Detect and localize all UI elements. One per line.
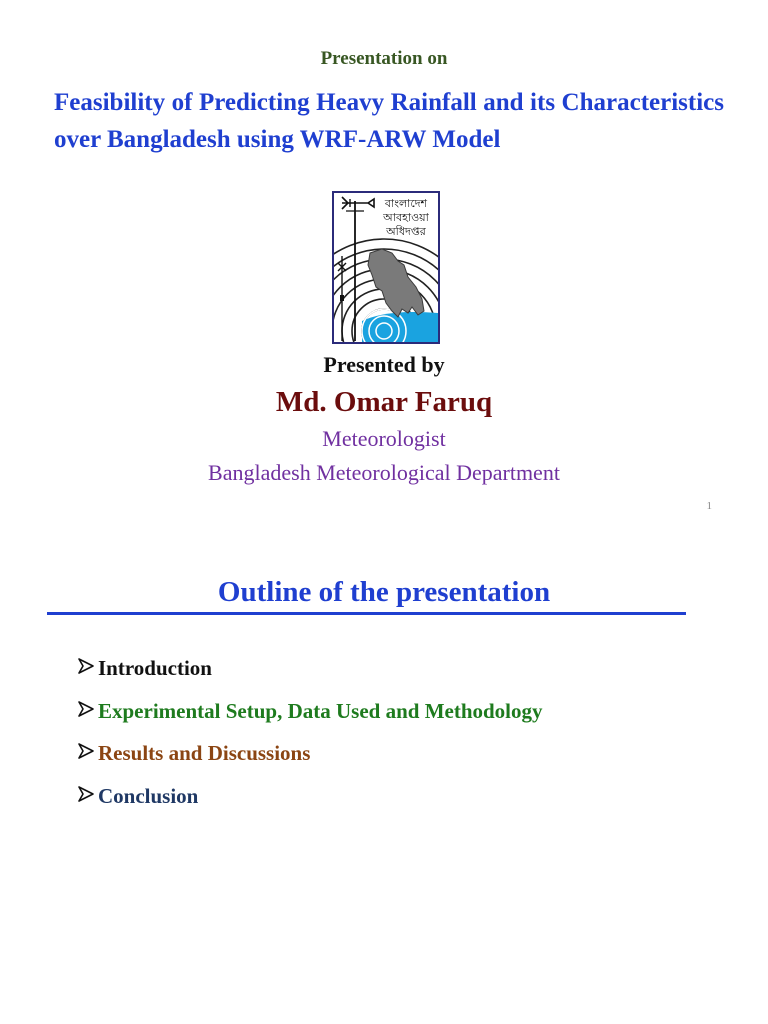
presentation-title: Feasibility of Predicting Heavy Rainfall and its Characteristics over Bangladesh using WRF-ARW Model [54,89,724,153]
slide-page-number: 1 [706,500,712,512]
bmd-logo [332,191,440,344]
logo-text-line-3: অধিদপ্তর [386,225,426,238]
presentation-on-label: Presentation on [320,48,448,69]
title-underline [47,612,686,615]
presenter-organization: Bangladesh Meteorological Department [208,460,560,485]
logo-text-line-1: বাংলাদেশ [384,197,428,210]
outline-item-introduction [77,656,717,699]
outline-slide [0,560,768,1024]
outline-item-conclusion [77,784,717,827]
presenter-designation: Meteorologist [322,426,446,451]
arrowhead-bullet-icon [77,656,98,678]
outline-title: Outline of the presentation [217,576,551,608]
outline-item-label: Introduction [98,656,212,680]
presented-by-label: Presented by [323,352,445,377]
arrowhead-bullet-icon [77,699,98,721]
logo-text-line-2: আবহাওয়া [383,211,429,224]
outline-item-experimental-setup [77,699,717,742]
outline-item-label: Results and Discussions [98,741,311,765]
outline-list [77,656,717,826]
outline-item-results [77,741,717,784]
outline-item-label: Conclusion [98,783,199,808]
outline-item-label: Experimental Setup, Data Used and Methodology [98,698,543,723]
arrowhead-bullet-icon [77,784,98,806]
presenter-name: Md. Omar Faruq [275,386,493,418]
arrowhead-bullet-icon [77,741,98,763]
